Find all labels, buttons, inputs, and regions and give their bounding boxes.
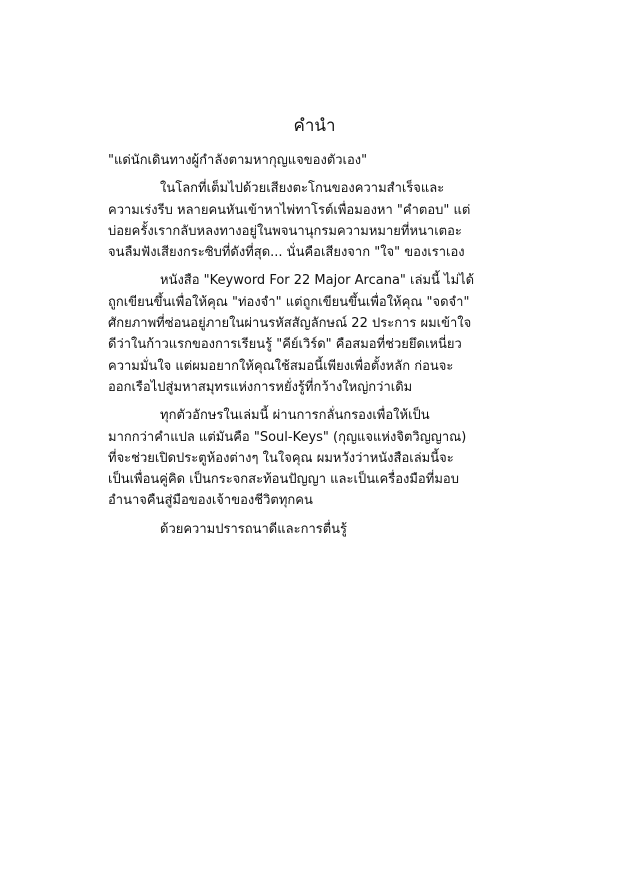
paragraph-1 bbox=[108, 178, 533, 263]
paragraph-line: เป็นเพื่อนคู่คิด เป็นกระจกสะท้อนปัญญา และเป็นเครื่องมือที่มอบ bbox=[108, 472, 459, 488]
paragraph-line: ในโลกที่เต็มไปด้วยเสียงตะโกนของความสำเร็จและ bbox=[160, 181, 445, 197]
paragraph-line: มากกว่าคำแปล แต่มันคือ "Soul-Keys" (กุญแจแห่งจิตวิญญาณ) bbox=[108, 429, 467, 445]
paragraph-line: ความเร่งรีบ หลายคนหันเข้าหาไพ่ทาโรต์เพื่อมองหา "คำตอบ" แต่ bbox=[108, 202, 471, 218]
paragraph-3 bbox=[108, 405, 533, 511]
paragraph-line: หนังสือ "Keyword For 22 Major Arcana" เล่มนี้ ไม่ได้ bbox=[160, 273, 475, 289]
paragraph-line: ศักยภาพที่ซ่อนอยู่ภายในผ่านรหัสสัญลักษณ์ 22 ประการ ผมเข้าใจ bbox=[108, 316, 472, 332]
paragraph-line: ที่จะช่วยเปิดประตูห้องต่างๆ ในใจคุณ ผมหวังว่าหนังสือเล่มนี้จะ bbox=[108, 450, 454, 466]
paragraph-line: ทุกตัวอักษรในเล่มนี้ ผ่านการกลั่นกรองเพื่อให้เป็น bbox=[160, 408, 430, 424]
paragraph-line: จนลืมฟังเสียงกระซิบที่ดังที่สุด... นั่นคือเสียงจาก "ใจ" ของเราเอง bbox=[108, 245, 465, 261]
paragraph-2 bbox=[108, 270, 533, 398]
paragraph-line: บ่อยครั้งเรากลับหลงทางอยู่ในพจนานุกรมความหมายที่หนาเตอะ bbox=[108, 223, 462, 239]
paragraph-line: ดีว่าในก้าวแรกของการเรียนรู้ "คีย์เวิร์ด" คือสมอที่ช่วยยึดเหนี่ยว bbox=[108, 337, 462, 353]
closing-line: ด้วยความปรารถนาดีและการตื่นรู้ bbox=[160, 521, 348, 537]
paragraph-line: อำนาจคืนสู่มือของเจ้าของชีวิตทุกคน bbox=[108, 493, 313, 509]
paragraph-line: ถูกเขียนขึ้นเพื่อให้คุณ "ท่องจำ" แต่ถูกเขียนขึ้นเพื่อให้คุณ "จดจำ" bbox=[108, 294, 470, 310]
paragraph-line: ออกเรือไปสู่มหาสมุทรแห่งการหยั่งรู้ที่กว้างใหญ่กว่าเดิม bbox=[108, 379, 413, 395]
paragraph-line: ความมั่นใจ แต่ผมอยากให้คุณใช้สมอนี้เพียงเพื่อตั้งหลัก ก่อนจะ bbox=[108, 358, 454, 374]
page-title: คำนำ bbox=[293, 116, 336, 136]
document-body bbox=[108, 150, 533, 540]
quote-line: "แด่นักเดินทางผู้กำลังตามหากุญแจของตัวเอง" bbox=[108, 153, 368, 168]
